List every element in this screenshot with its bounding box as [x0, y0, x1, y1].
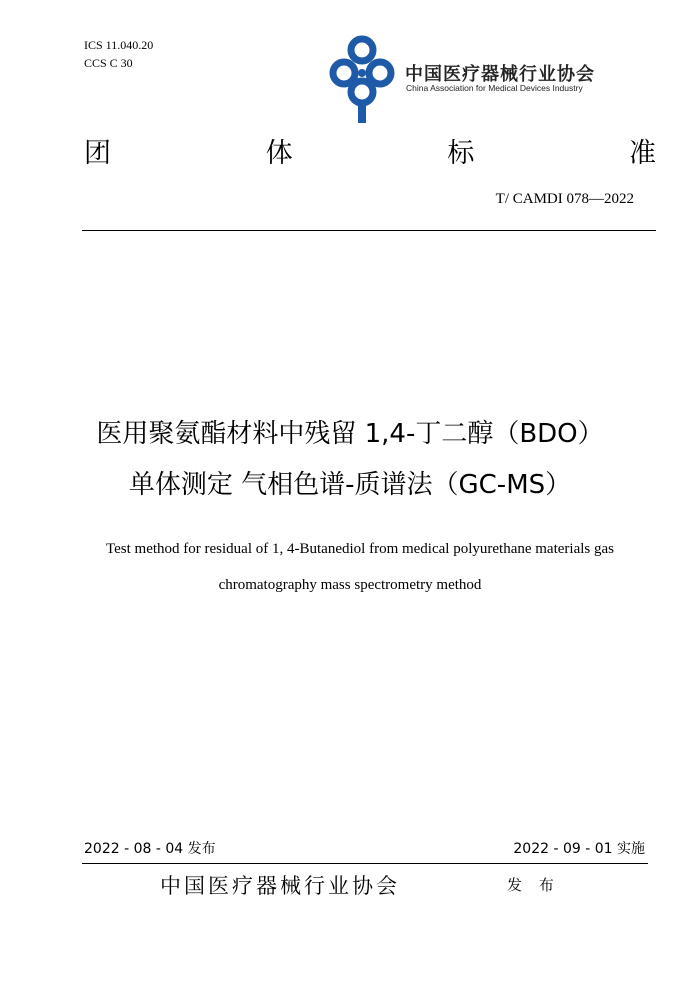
- ics-code: ICS 11.040.20: [84, 38, 154, 52]
- logo-name-cn: 中国医疗器械行业协会: [405, 64, 595, 85]
- title-cn-line2: 单体测定 气相色谱-质谱法（GC-MS）: [128, 470, 572, 500]
- bottom-divider: [82, 863, 648, 864]
- logo-name-en: China Association for Medical Devices Industry: [406, 83, 583, 93]
- top-divider: [82, 230, 656, 231]
- title-cn-line1: 医用聚氨酯材料中残留 1,4-丁二醇（BDO）: [96, 419, 604, 449]
- association-logo: [292, 33, 648, 129]
- logo-emblem-icon: [322, 33, 402, 129]
- issue-label: 发 布: [507, 876, 560, 894]
- standard-type-heading: [84, 136, 656, 172]
- ccs-code: CCS C 30: [84, 56, 133, 70]
- implement-date: 2022 - 09 - 01 实施: [513, 841, 645, 857]
- publisher-name: 中国医疗器械行业协会: [160, 874, 400, 898]
- title-en-line1: Test method for residual of 1, 4-Butanediol from medical polyurethane materials gas: [106, 541, 614, 557]
- standard-type-char: 体: [265, 138, 293, 169]
- standard-type-char: 标: [447, 138, 475, 169]
- title-en-line2: chromatography mass spectrometry method: [218, 577, 482, 593]
- classification-codes: [84, 36, 153, 72]
- standard-number: T/ CAMDI 078—2022: [495, 191, 634, 207]
- standard-type-char: 准: [628, 138, 656, 169]
- standard-type-char: 团: [84, 138, 111, 169]
- publish-date: 2022 - 08 - 04 发布: [84, 841, 216, 857]
